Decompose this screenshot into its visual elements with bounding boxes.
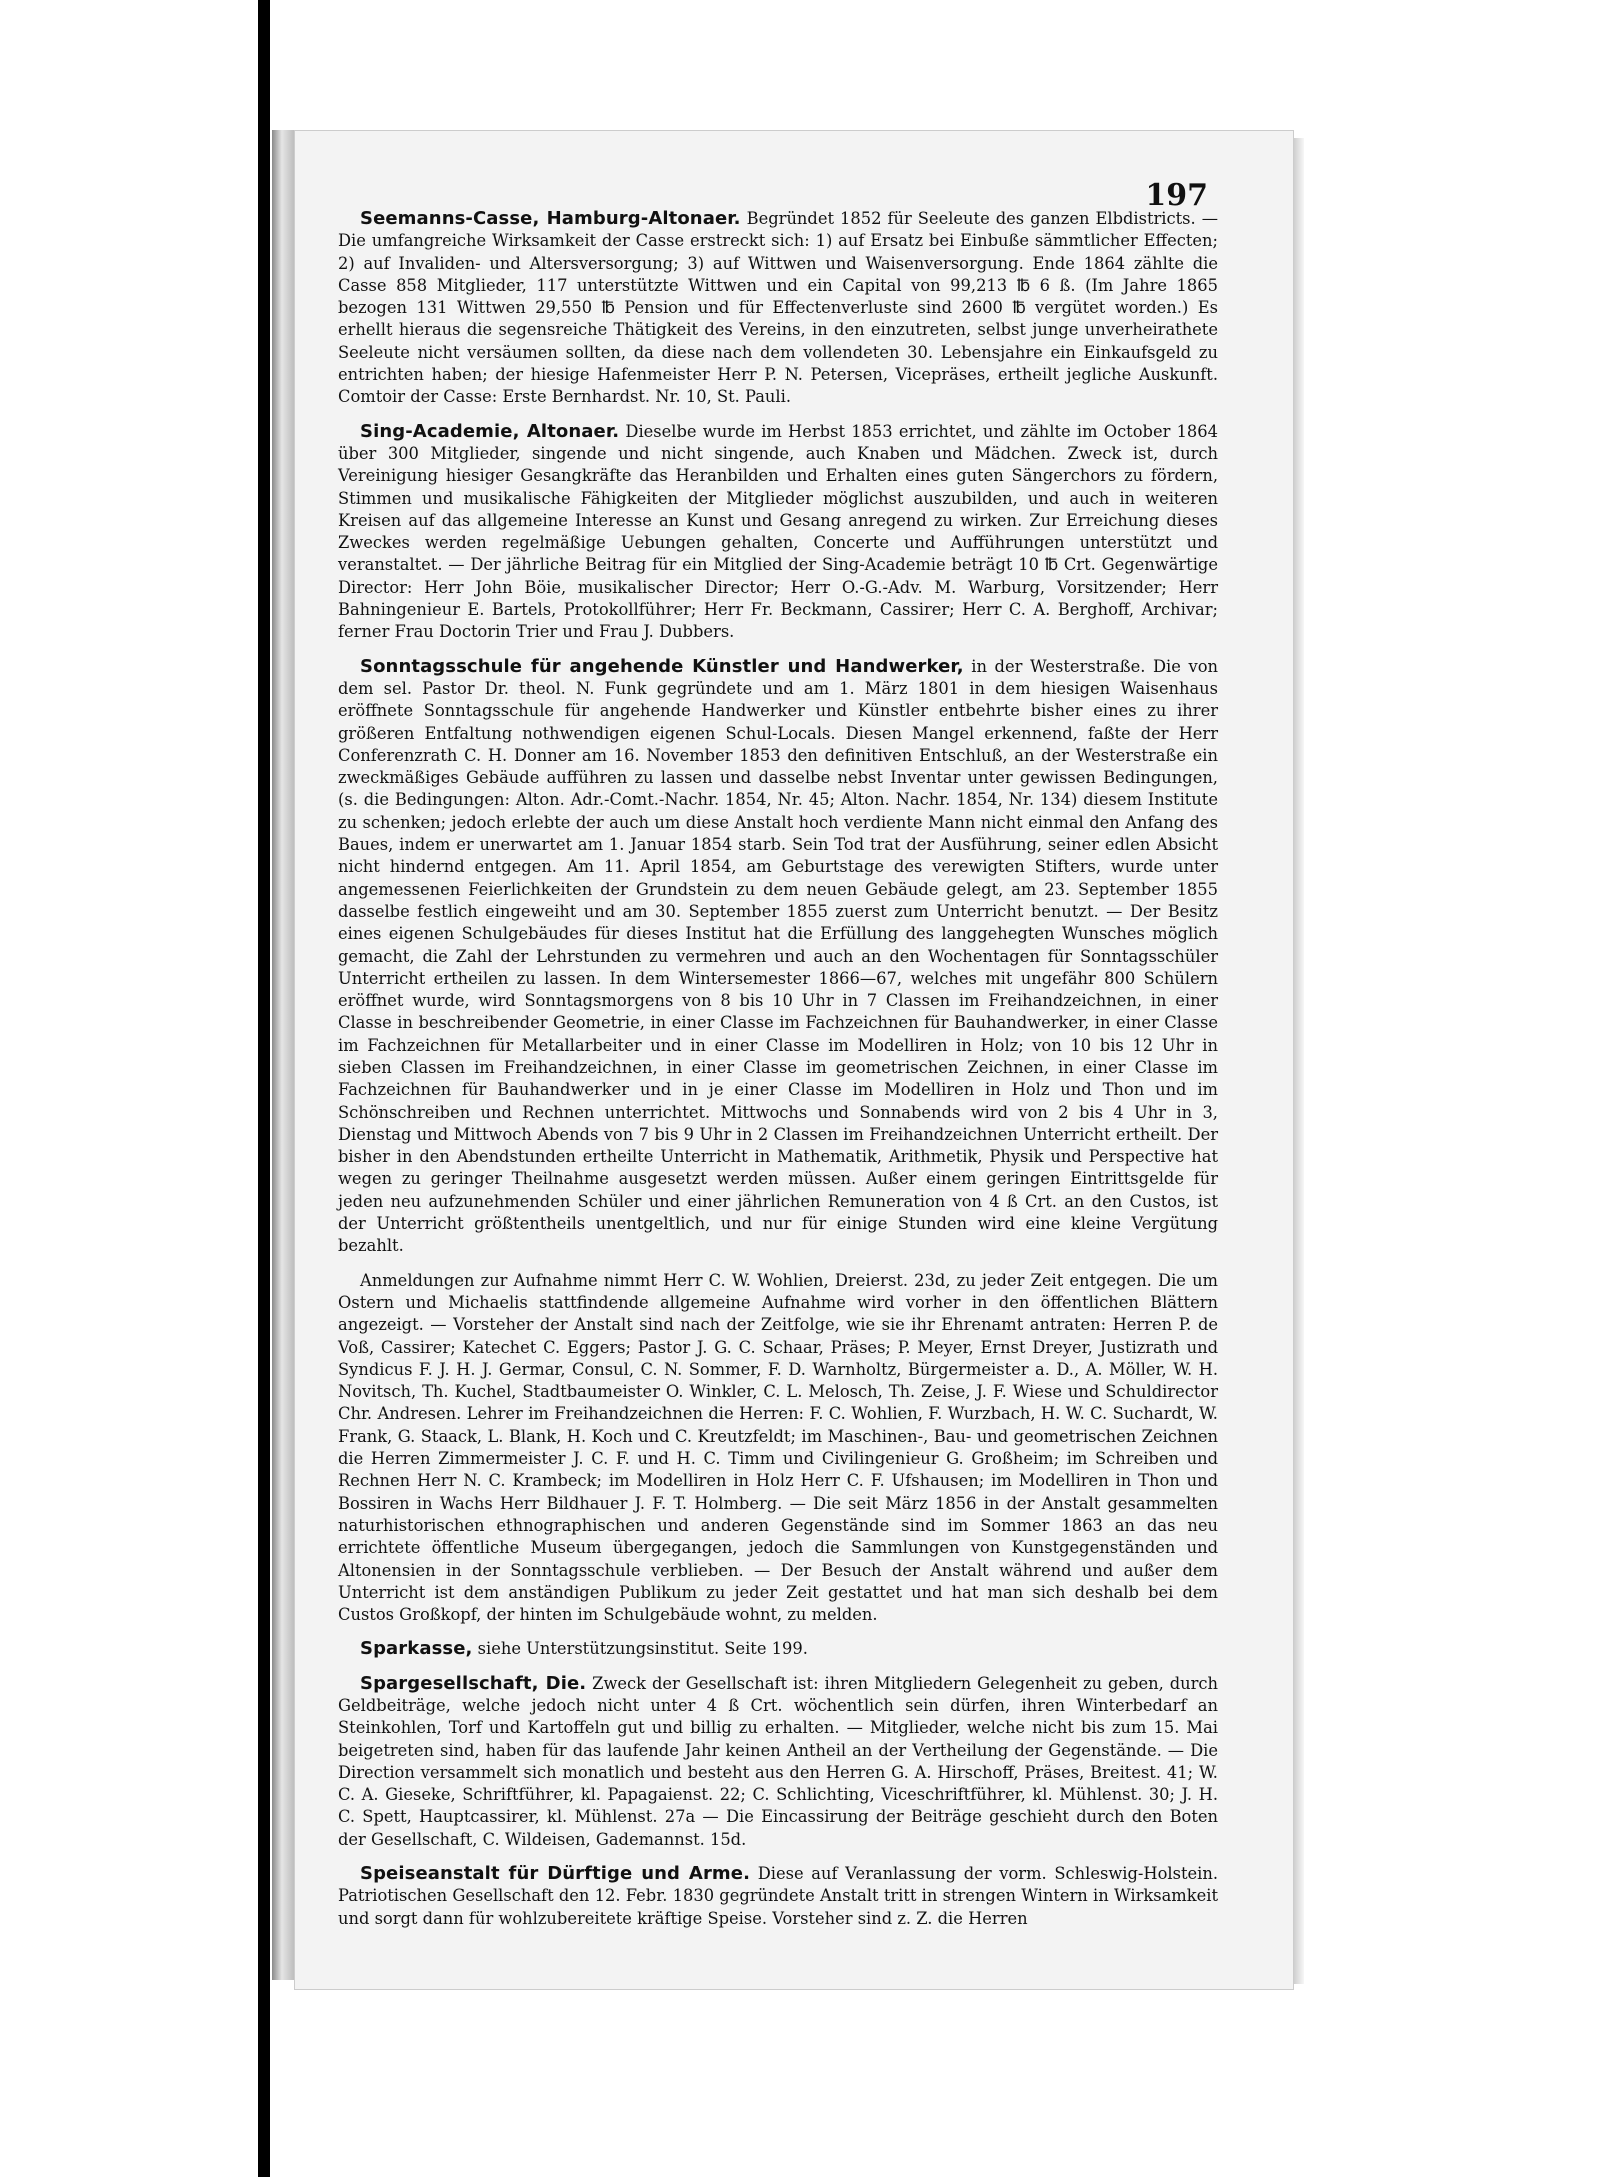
entry-spargesellschaft: [338, 1673, 1218, 1851]
entry-speiseanstalt: [338, 1863, 1218, 1930]
entry-heading: Spargesellschaft, Die.: [360, 1672, 587, 1694]
entry-heading: Sparkasse,: [360, 1638, 473, 1660]
entry-sonntagsschule: [338, 656, 1218, 1258]
entry-text: siehe Unterstützungsinstitut. Seite 199.: [477, 1639, 808, 1659]
entry-sonntagsschule-continuation: Anmeldungen zur Aufnahme nimmt Herr C. W. Wohlien, Dreierst. 23d, zu jeder Zeit entgegen. Die um Ostern und Michaelis stattfindende allgemeine Aufnahme wird vorher in den öffentlichen Blättern angezeigt. — Vorsteher der Anstalt sind nach der Zeitfolge, wie sie ihr Ehrenamt antraten: Herren P. de Voß, Cassirer; Katechet C. Eggers; Pastor J. G. C. Schaar, Präses; P. Meyer, Ernst Dreyer, Justizrath und Syndicus F. J. H. J. Germar, Consul, C. N. Sommer, F. D. Warnholtz, Bürgermeister a. D., A. Möller, W. H. Novitsch, Th. Kuchel, Stadtbaumeister O. Winkler, C. L. Melosch, Th. Zeise, J. F. Wiese und Schuldirector Chr. Andresen. Lehrer im Freihandzeichnen die Herren: F. C. Wohlien, F. Wurzbach, H. W. C. Suchardt, W. Frank, G. Staack, L. Blank, H. Koch und C. Kreutzfeldt; im Maschinen-, Bau- und geometrischen Zeichnen die Herren Zimmermeister J. C. F. und H. C. Timm und Civilingenieur G. Großheim; im Schreiben und Rechnen Herr N. C. Krambeck; im Modelliren in Holz Herr C. F. Ufshausen; im Modelliren in Thon und Bossiren in Wachs Herr Bildhauer J. F. T. Holmberg. — Die seit März 1856 in der Anstalt gesammelten naturhistorischen ethnographischen und anderen Gegenstände sind im Sommer 1863 an das neu errichtete öffentliche Museum übergegangen, jedoch die Sammlungen von Kunstgegenständen und Altonensien in der Sonntagsschule verblieben. — Der Besuch der Anstalt während und außer dem Unterricht ist dem anständigen Publikum zu jeder Zeit gestattet und hat man sich deshalb bei dem Custos Großkopf, der hinten im Schulgebäude wohnt, zu melden.: [338, 1270, 1218, 1625]
scanner-border: [258, 0, 270, 2177]
entry-heading: Sonntagsschule für angehende Künstler und Handwerker,: [360, 655, 964, 677]
page-stack-edge: [1294, 138, 1304, 1984]
entry-seemanns-casse: [338, 208, 1218, 409]
book-spine-edge: [272, 130, 294, 1980]
entry-heading: Speiseanstalt für Dürftige und Arme.: [360, 1863, 751, 1885]
entry-sparkasse: [338, 1638, 1218, 1660]
page-number: 197: [1145, 178, 1208, 213]
entry-text: Dieselbe wurde im Herbst 1853 errichtet, und zählte im October 1864 über 300 Mitglieder, singende und nicht singende, auch Knaben und Mädchen. Zweck ist, durch Vereinigung hiesiger Gesangkräfte das Heranbilden und Erhalten eines guten Sängerchors zu fördern, Stimmen und musikalische Fähigkeiten der Mitglieder möglichst auszubilden, und auch in weiteren Kreisen auf das allgemeine Interesse an Kunst und Gesang anregend zu wirken. Zur Erreichung dieses Zweckes werden regelmäßige Uebungen gehalten, Concerte und Aufführungen unterstützt und veranstaltet. — Der jährliche Beitrag für ein Mitglied der Sing-Academie beträgt 10 ℔ Crt. Gegenwärtige Director: Herr John Böie, musikalischer Director; Herr O.-G.-Adv. M. Warburg, Vorsitzender; Herr Bahningenieur E. Bartels, Protokollführer; Herr Fr. Beckmann, Cassirer; Herr C. A. Berghoff, Archivar; ferner Frau Doctorin Trier und Frau J. Dubbers.: [338, 421, 1219, 642]
entry-text: in der Westerstraße. Die von dem sel. Pastor Dr. theol. N. Funk gegründete und am 1. März 1801 in dem hiesigen Waisenhaus eröffnete Sonntagsschule für angehende Handwerker und Künstler entbehrte bisher eines zu ihrer größeren Entfaltung nothwendigen eigenen Schul-Locals. Diesen Mangel erkennend, faßte der Herr Conferenzrath C. H. Donner am 16. November 1853 den definitiven Entschluß, an der Westerstraße ein zweckmäßiges Gebäude aufführen zu lassen und dasselbe nebst Inventar unter gewissen Bedingungen, (s. die Bedingungen: Alton. Adr.-Comt.-Nachr. 1854, Nr. 45; Alton. Nachr. 1854, Nr. 134) diesem Institute zu schenken; jedoch erlebte der auch um diese Anstalt hoch verdiente Mann nicht einmal den Anfang des Baues, indem er unerwartet am 1. Januar 1854 starb. Sein Tod trat der Ausführung, seiner edlen Absicht nicht hindernd entgegen. Am 11. April 1854, am Geburtstage des verewigten Stifters, wurde unter angemessenen Feierlichkeiten der Grundstein zu dem neuen Gebäude gelegt, am 23. September 1855 dasselbe festlich eingeweiht und am 30. September 1855 zuerst zum Unterricht benutzt. — Der Besitz eines eigenen Schulgebäudes für dieses Institut hat die Erfüllung des langgehegten Wunsches möglich gemacht, die Zahl der Lehrstunden zu vermehren und auch an den Wochentagen für Sonntagsschüler Unterricht ertheilen zu lassen. In dem Wintersemester 1866—67, welches mit ungefähr 800 Schülern eröffnet wurde, wird Sonntagsmorgens von 8 bis 10 Uhr in 7 Classen im Freihandzeichnen, in einer Classe in beschreibender Geometrie, in einer Classe im Fachzeichnen für Bauhandwerker, in einer Classe im Fachzeichnen für Metallarbeiter und in einer Classe im Modelliren in Holz; von 10 bis 12 Uhr in sieben Classen im Freihandzeichnen, in einer Classe im geometrischen Zeichnen, in einer Classe im Fachzeichnen für Bauhandwerker und in je einer Classe im Modelliren in Holz und Thon und im Schönschreiben und Rechnen unterrichtet. Mittwochs und Sonnabends wird von 2 bis 4 Uhr in 3, Dienstag und Mittwoch Abends von 7 bis 9 Uhr in 2 Classen im Freihandzeichnen Unterricht ertheilt. Der bisher in den Abendstunden ertheilte Unterricht in Mathematik, Arithmetik, Physik und Perspective hat wegen zu geringer Theilnahme ausgesetzt werden müssen. Außer einem geringen Eintrittsgelde für jeden neu aufzunehmenden Schüler und einer jährlichen Remuneration von 4 ß Crt. an den Custos, ist der Unterricht größtentheils unentgeltlich, und nur für einige Stunden wird eine kleine Vergütung bezahlt.: [338, 656, 1218, 1256]
entry-text: Zweck der Gesellschaft ist: ihren Mitgliedern Gelegenheit zu geben, durch Geldbeiträge, welche jedoch nicht unter 4 ß Crt. wöchentlich sein dürfen, ihren Winterbedarf an Steinkohlen, Torf und Kartoffeln gut und billig zu erhalten. — Mitglieder, welche nicht bis zum 15. Mai beigetreten sind, haben für das laufende Jahr keinen Antheil an der Vertheilung der Gegenstände. — Die Direction versammelt sich monatlich und besteht aus den Herren G. A. Hirschoff, Präses, Breitest. 41; W. C. A. Gieseke, Schriftführer, kl. Papagaienst. 22; C. Schlichting, Viceschriftführer, kl. Mühlenst. 30; J. H. C. Spett, Hauptcassirer, kl. Mühlenst. 27a — Die Eincassirung der Beiträge geschieht durch den Boten der Gesellschaft, C. Wildeisen, Gademannst. 15d.: [338, 1673, 1218, 1849]
entry-heading: Seemanns-Casse, Hamburg-Altonaer.: [360, 208, 741, 229]
text-column: [338, 208, 1218, 1942]
entry-heading: Sing-Academie, Altonaer.: [360, 420, 620, 442]
entry-text: Diese auf Veranlassung der vorm. Schleswig-Holstein. Patriotischen Gesellschaft den 12. Febr. 1830 gegründete Anstalt tritt in strengen Wintern in Wirksamkeit und sorgt dann für wohlzubereitete kräftige Speise. Vorsteher sind z. Z. die Herren: [338, 1864, 1218, 1928]
entry-sing-academie: [338, 421, 1218, 644]
entry-text: Begründet 1852 für Seeleute des ganzen Elbdistricts. — Die umfangreiche Wirksamkeit der Casse erstreckt sich: 1) auf Ersatz bei Einbuße sämmtlicher Effecten; 2) auf Invaliden- und Altersversorgung; 3) auf Wittwen und Waisenversorgung. Ende 1864 zählte die Casse 858 Mitglieder, 117 unterstützte Wittwen und ein Capital von 99,213 ℔ 6 ß. (Im Jahre 1865 bezogen 131 Wittwen 29,550 ℔ Pension und für Effectenverluste sind 2600 ℔ vergütet worden.) Es erhellt hieraus die segensreiche Thätigkeit des Vereins, in den einzutreten, selbst junge unverheirathete Seeleute nicht versäumen sollten, da diese nach dem vollendeten 30. Lebensjahre ein Einkaufsgeld zu entrichten haben; der hiesige Hafenmeister Herr P. N. Petersen, Vicepräses, ertheilt jegliche Auskunft. Comtoir der Casse: Erste Bernhardst. Nr. 10, St. Pauli.: [338, 209, 1218, 407]
book-page: [294, 130, 1294, 1990]
